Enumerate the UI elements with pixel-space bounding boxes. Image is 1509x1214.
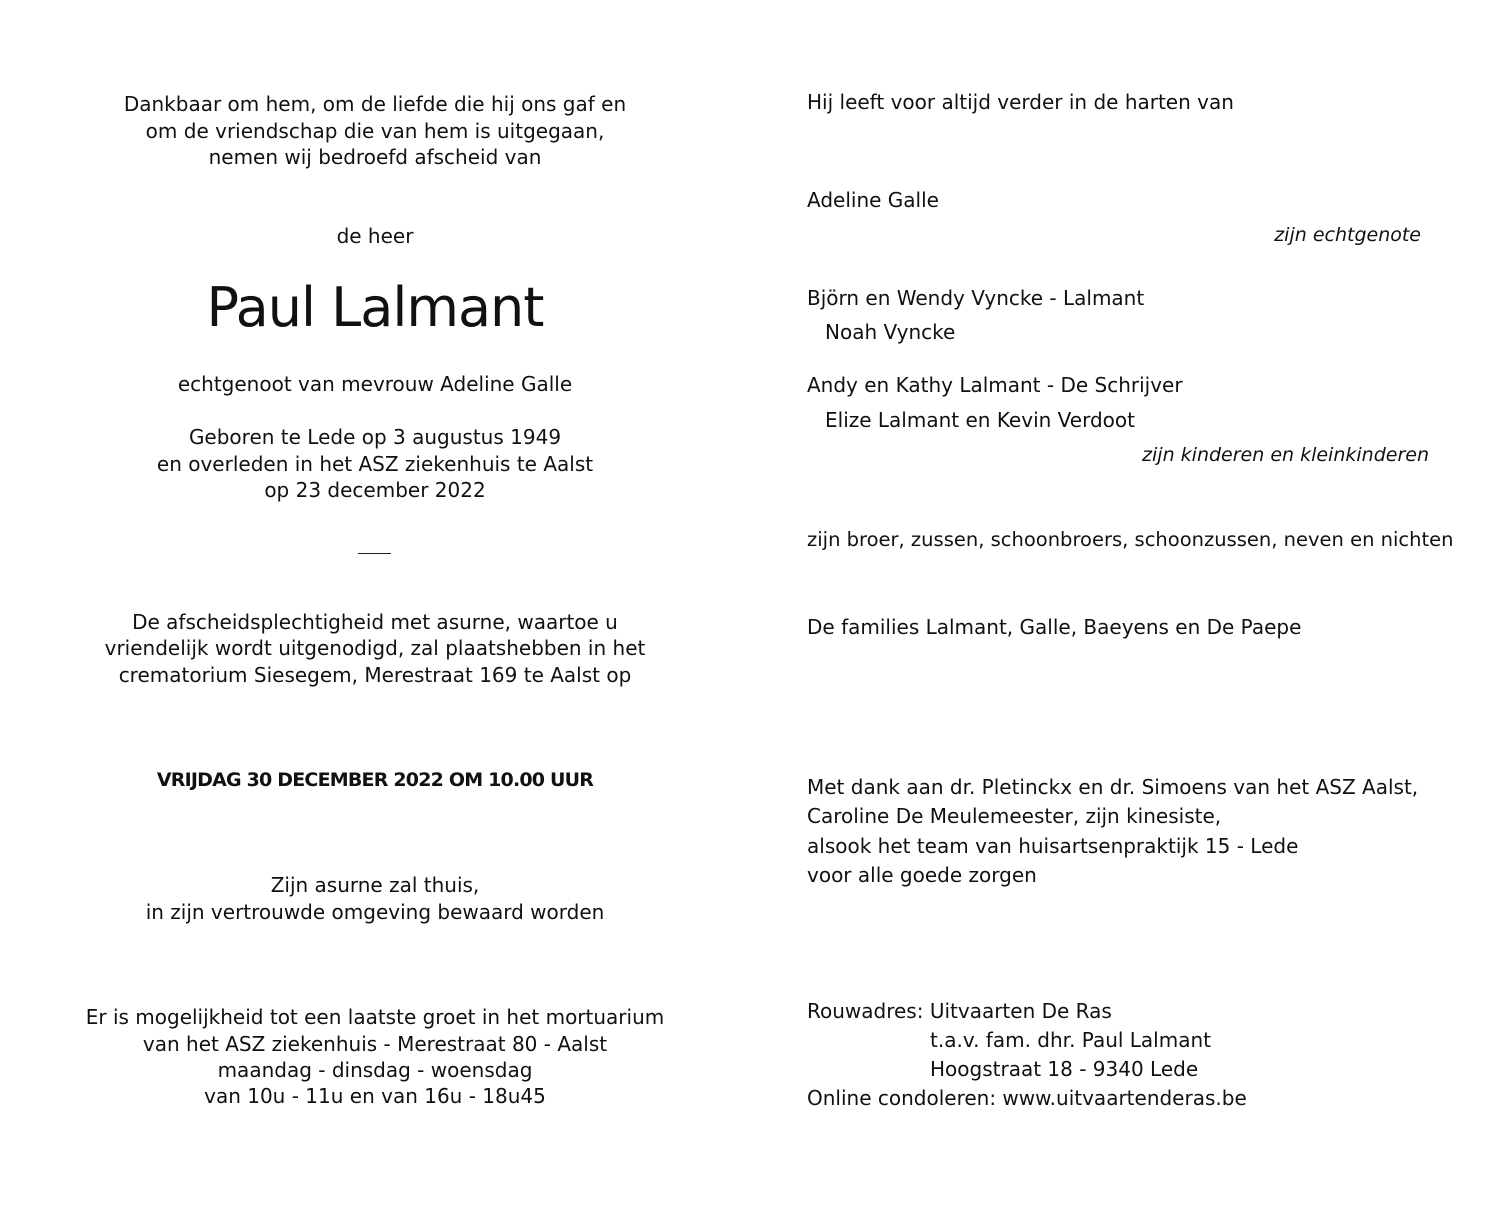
ceremony-date: VRIJDAG 30 DECEMBER 2022 OM 10.00 UUR [156,769,594,791]
siblings-line: zijn broer, zussen, schoonbroers, schoonzussen, neven en nichten [807,528,1454,551]
thanks-line: Met dank aan dr. Pletinckx en dr. Simoens van het ASZ Aalst, [807,775,1419,799]
thanks-line: voor alle goede zorgen [807,863,1037,887]
grandchild-line: Noah Vyncke [825,320,956,344]
thanks-line: Caroline De Meulemeester, zijn kinesiste, [807,804,1222,828]
intro-line: nemen wij bedroefd afscheid van [208,145,542,169]
birth-death-line: en overleden in het ASZ ziekenhuis te Aalst [156,452,594,476]
ceremony-line: vriendelijk wordt uitgenodigd, zal plaatshebben in het [104,636,646,660]
spouse-line: echtgenoot van mevrouw Adeline Galle [177,372,573,396]
address-line: Hoogstraat 18 - 9340 Lede [930,1057,1199,1081]
urn-line: in zijn vertrouwde omgeving bewaard worden [145,900,605,924]
visit-line: Er is mogelijkheid tot een laatste groet in het mortuarium [85,1005,665,1029]
divider [358,553,391,554]
address-label: Rouwadres: Uitvaarten De Ras [807,999,1112,1023]
child-line: Björn en Wendy Vyncke - Lalmant [807,286,1145,310]
birth-death-line: op 23 december 2022 [264,478,486,502]
intro-line: om de vriendschap die van hem is uitgegaan, [145,119,605,143]
visit-line: maandag - dinsdag - woensdag [217,1058,533,1082]
online-condolence: Online condoleren: www.uitvaartenderas.be [807,1086,1247,1110]
salutation: de heer [336,224,414,248]
spouse-role: zijn echtgenote [1274,224,1421,246]
grandchild-line: Elize Lalmant en Kevin Verdoot [825,408,1135,432]
families-line: De families Lalmant, Galle, Baeyens en De Paepe [807,615,1302,639]
child-line: Andy en Kathy Lalmant - De Schrijver [807,373,1183,397]
ceremony-line: De afscheidsplechtigheid met asurne, waartoe u [132,610,618,634]
address-line: t.a.v. fam. dhr. Paul Lalmant [930,1028,1211,1052]
ceremony-line: crematorium Siesegem, Merestraat 169 te Aalst op [118,663,632,687]
visit-line: van het ASZ ziekenhuis - Merestraat 80 - Aalst [142,1032,608,1056]
thanks-line: alsook het team van huisartsenpraktijk 15 - Lede [807,834,1299,858]
intro-line: Dankbaar om hem, om de liefde die hij ons gaf en [123,92,627,116]
deceased-name: Paul Lalmant [206,276,544,339]
birth-death-line: Geboren te Lede op 3 augustus 1949 [188,425,562,449]
spouse-name: Adeline Galle [807,188,939,212]
urn-line: Zijn asurne zal thuis, [270,873,480,897]
children-role: zijn kinderen en kleinkinderen [1142,444,1429,466]
visit-line: van 10u - 11u en van 16u - 18u45 [204,1084,546,1108]
lives-on-line: Hij leeft voor altijd verder in de harten van [807,90,1234,114]
